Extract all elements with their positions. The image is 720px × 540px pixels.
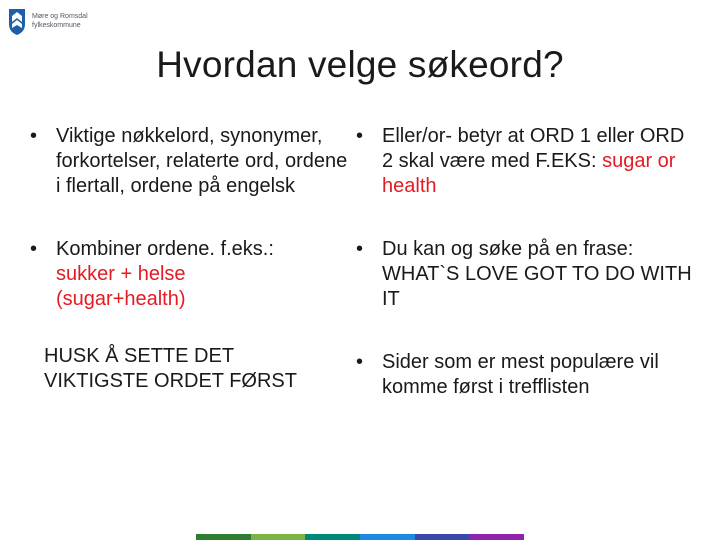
combine-text: Kombiner ordene. f.eks.:	[56, 238, 274, 260]
color-strip-segment	[196, 534, 251, 540]
bullet-combine	[30, 237, 350, 312]
color-strip-segment	[305, 534, 360, 540]
logo-line-1: Møre og Romsdal	[32, 13, 88, 20]
logo-line-2: fylkeskommune	[32, 22, 81, 29]
or-example: sugar or health	[382, 150, 676, 197]
right-column	[356, 124, 696, 400]
reminder-line-1: HUSK Å SETTE DET	[44, 345, 235, 367]
color-strip-segment	[415, 534, 470, 540]
bullet-keywords	[30, 124, 350, 199]
page-title: Hvordan velge søkeord?	[156, 44, 564, 85]
logo-text	[32, 12, 88, 30]
logo	[8, 8, 88, 36]
color-strip-segment	[469, 534, 524, 540]
color-strip-segment	[251, 534, 306, 540]
bullet-text: Du kan og søke på en frase: WHAT`S LOVE GOT TO DO WITH IT	[382, 238, 692, 310]
bullet-dot	[356, 237, 382, 262]
bullet-text	[382, 124, 696, 199]
bullet-phrase-search	[356, 237, 696, 312]
reminder-line-2: VIKTIGSTE ORDET FØRST	[44, 370, 297, 392]
reminder-note	[30, 344, 350, 394]
example-english: (sugar+health)	[56, 288, 186, 310]
bullet-text: Sider som er mest populære vil komme først i trefflisten	[382, 351, 659, 398]
coat-of-arms-icon	[8, 8, 26, 36]
bullet-dot	[30, 124, 56, 149]
bullet-text: Viktige nøkkelord, synonymer, forkortelser, relaterte ord, ordene i flertall, ordene på engelsk	[56, 125, 348, 197]
bullet-or-operator	[356, 124, 696, 199]
bullet-popular-pages	[356, 350, 696, 400]
bullet-text	[56, 237, 350, 312]
example-norwegian: sukker + helse	[56, 263, 186, 285]
bullet-dot	[30, 237, 56, 262]
left-column	[30, 124, 350, 394]
color-strip	[196, 534, 524, 540]
color-strip-segment	[360, 534, 415, 540]
bullet-dot	[356, 350, 382, 375]
bullet-dot	[356, 124, 382, 149]
or-operator-text: Eller/or- betyr at ORD 1 eller ORD 2 skal være med F.EKS:	[382, 125, 685, 172]
